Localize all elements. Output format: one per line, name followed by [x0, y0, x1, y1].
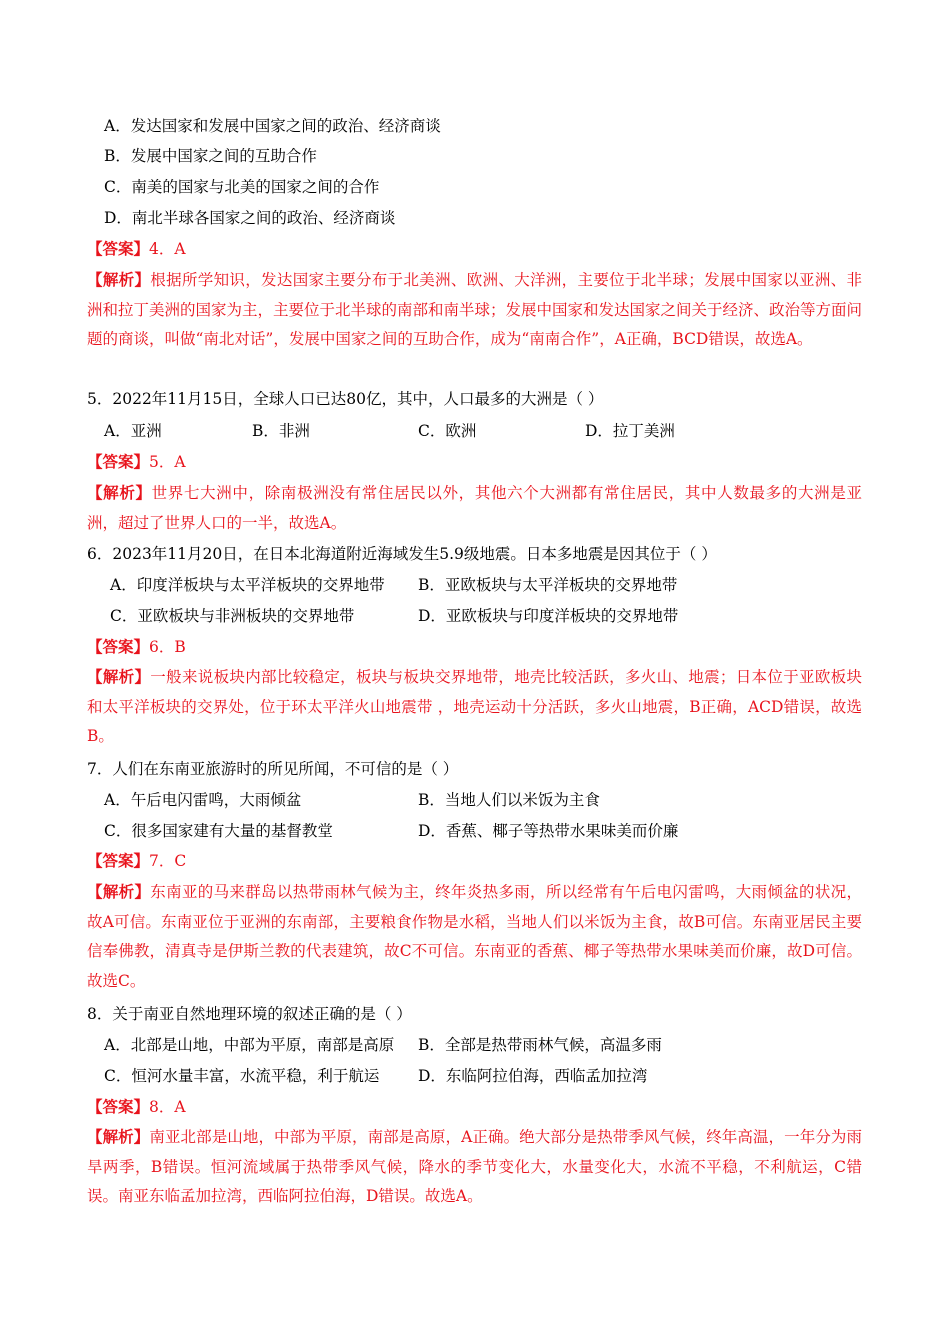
q6-stem: 6．2023年11月20日，在日本北海道附近海域发生5.9级地震。日本多地震是因其位于（ ）: [87, 545, 717, 563]
q5-analysis: [87, 478, 862, 538]
q4-option-c: C．南美的国家与北美的国家之间的合作: [104, 178, 380, 196]
q7-analysis: [87, 877, 862, 996]
analysis-tag: 【解析】: [87, 483, 152, 502]
q7-stem: 7．人们在东南亚旅游时的所见所闻，不可信的是（ ）: [87, 760, 459, 778]
q8-option-b: B．全部是热带雨林气候，高温多雨: [418, 1036, 662, 1054]
q6-option-c: C．亚欧板块与非洲板块的交界地带: [110, 607, 355, 625]
q5-option-a: A．亚洲: [104, 422, 162, 440]
q8-option-a: A．北部是山地，中部为平原，南部是高原: [104, 1036, 395, 1054]
q4-analysis: [87, 265, 862, 355]
q5-option-b: B．非洲: [252, 422, 310, 440]
answer-tag: 【答案】: [87, 239, 150, 258]
q6-option-b: B．亚欧板块与太平洋板块的交界地带: [418, 576, 678, 594]
answer-tag: 【答案】: [87, 452, 150, 471]
answer-tag: 【答案】: [87, 1097, 150, 1116]
analysis-text: 东南亚的马来群岛以热带雨林气候为主，终年炎热多雨，所以经常有午后电闪雷鸣，大雨倾盆的状况，故A可信。东南亚位于亚洲的东南部，主要粮食作物是水稻，当地人们以米饭为主食，故B可信。东南亚居民主要信奉佛教，清真寺是伊斯兰教的代表建筑，故C不可信。东南亚的香蕉、椰子等热带水果味美而价廉，故D可信。故选C。: [87, 883, 862, 990]
analysis-tag: 【解析】: [87, 882, 151, 901]
q6-analysis: [87, 662, 862, 752]
q7-option-c: C．很多国家建有大量的基督教堂: [104, 822, 333, 840]
q5-option-c: C．欧洲: [418, 422, 477, 440]
q4-option-b: B．发展中国家之间的互助合作: [104, 147, 317, 165]
q5-stem: 5．2022年11月15日，全球人口已达80亿，其中，人口最多的大洲是（ ）: [87, 390, 604, 408]
q7-option-d: D．香蕉、椰子等热带水果味美而价廉: [418, 822, 679, 840]
q6-option-d: D．亚欧板块与印度洋板块的交界地带: [418, 607, 679, 625]
q4-answer: [87, 239, 186, 259]
answer-value: 8．A: [149, 1098, 186, 1116]
analysis-text: 南亚北部是山地，中部为平原，南部是高原，A正确。绝大部分是热带季风气候，终年高温，一年分为雨旱两季，B错误。恒河流域属于热带季风气候，降水的季节变化大，水量变化大，水流不平稳，不利航运，C错误。南亚东临孟加拉湾，西临阿拉伯海，D错误。故选A。: [87, 1128, 862, 1206]
analysis-text: 根据所学知识，发达国家主要分布于北美洲、欧洲、大洋洲，主要位于北半球；发展中国家以亚洲、非洲和拉丁美洲的国家为主，主要位于北半球的南部和南半球；发展中国家和发达国家之间关于经济、政治等方面问题的商谈，叫做“南北对话”，发展中国家之间的互助合作，成为“南南合作”，A正确，BCD错误，故选A。: [87, 271, 863, 349]
analysis-text: 一般来说板块内部比较稳定，板块与板块交界地带，地壳比较活跃，多火山、地震；日本位于亚欧板块和太平洋板块的交界处，位于环太平洋火山地震带 ，地壳运动十分活跃，多火山地震，B正确，ACD错误，故选B。: [87, 668, 862, 746]
analysis-tag: 【解析】: [87, 270, 151, 289]
q8-stem: 8．关于南亚自然地理环境的叙述正确的是（ ）: [87, 1005, 412, 1023]
q7-option-a: A．午后电闪雷鸣，大雨倾盆: [104, 791, 302, 809]
q7-option-b: B．当地人们以米饭为主食: [418, 791, 600, 809]
answer-value: 4．A: [149, 240, 186, 258]
analysis-tag: 【解析】: [87, 667, 151, 686]
analysis-text: 世界七大洲中，除南极洲没有常住居民以外，其他六个大洲都有常住居民，其中人数最多的大洲是亚洲，超过了世界人口的一半，故选A。: [87, 484, 862, 532]
answer-value: 6．B: [149, 638, 186, 656]
q6-answer: [87, 637, 186, 657]
q8-analysis: [87, 1122, 862, 1212]
answer-value: 7．C: [149, 852, 187, 870]
q4-option-d: D．南北半球各国家之间的政治、经济商谈: [104, 209, 396, 227]
analysis-tag: 【解析】: [87, 1127, 150, 1146]
answer-tag: 【答案】: [87, 637, 150, 656]
q6-option-a: A．印度洋板块与太平洋板块的交界地带: [110, 576, 385, 594]
q4-option-a: A．发达国家和发展中国家之间的政治、经济商谈: [104, 117, 441, 135]
q8-option-c: C．恒河水量丰富，水流平稳，利于航运: [104, 1067, 380, 1085]
q5-answer: [87, 452, 186, 472]
q8-option-d: D．东临阿拉伯海，西临孟加拉湾: [418, 1067, 648, 1085]
answer-value: 5．A: [149, 453, 186, 471]
q8-answer: [87, 1097, 186, 1117]
q7-answer: [87, 851, 186, 871]
answer-tag: 【答案】: [87, 851, 150, 870]
q5-option-d: D．拉丁美洲: [585, 422, 675, 440]
